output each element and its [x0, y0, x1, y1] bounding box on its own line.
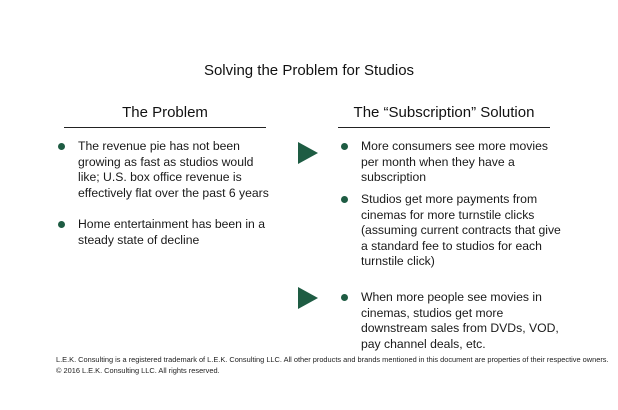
bullet-dot-icon — [341, 294, 348, 301]
solution-bullet — [361, 192, 567, 270]
solution-bullet — [361, 139, 561, 186]
bullet-dot-icon — [341, 143, 348, 150]
footer-disclaimer: L.E.K. Consulting is a registered trademark of L.E.K. Consulting LLC. All other products and brands mentioned in this document are properties of their respective owners. © 2016 L.E.K. Consulting LLC. All rights reserved. — [56, 355, 609, 375]
solution-bullet-text: Studios get more payments from cinemas for more turnstile clicks (assuming current contracts that give a standard fee to studios for each turnstile click) — [361, 192, 561, 269]
solution-heading: The “Subscription” Solution — [338, 104, 550, 128]
right-triangle-arrow-icon — [298, 142, 318, 164]
problem-heading: The Problem — [64, 104, 266, 128]
right-triangle-arrow-icon — [298, 287, 318, 309]
problem-bullet-text: Home entertainment has been in a steady state of decline — [78, 217, 265, 247]
problem-bullet — [78, 139, 272, 201]
solution-bullet-text: When more people see movies in cinemas, studios get more downstream sales from DVDs, VOD, pay channel deals, etc. — [361, 290, 559, 351]
bullet-dot-icon — [341, 196, 348, 203]
bullet-dot-icon — [58, 221, 65, 228]
problem-bullet-text: The revenue pie has not been growing as fast as studios would like; U.S. box office revenue is effectively flat over the past 6 years — [78, 139, 269, 200]
problem-bullet — [78, 217, 276, 248]
slide-title: Solving the Problem for Studios — [203, 62, 415, 79]
solution-bullet — [361, 290, 567, 352]
solution-bullet-text: More consumers see more movies per month when they have a subscription — [361, 139, 548, 185]
bullet-dot-icon — [58, 143, 65, 150]
